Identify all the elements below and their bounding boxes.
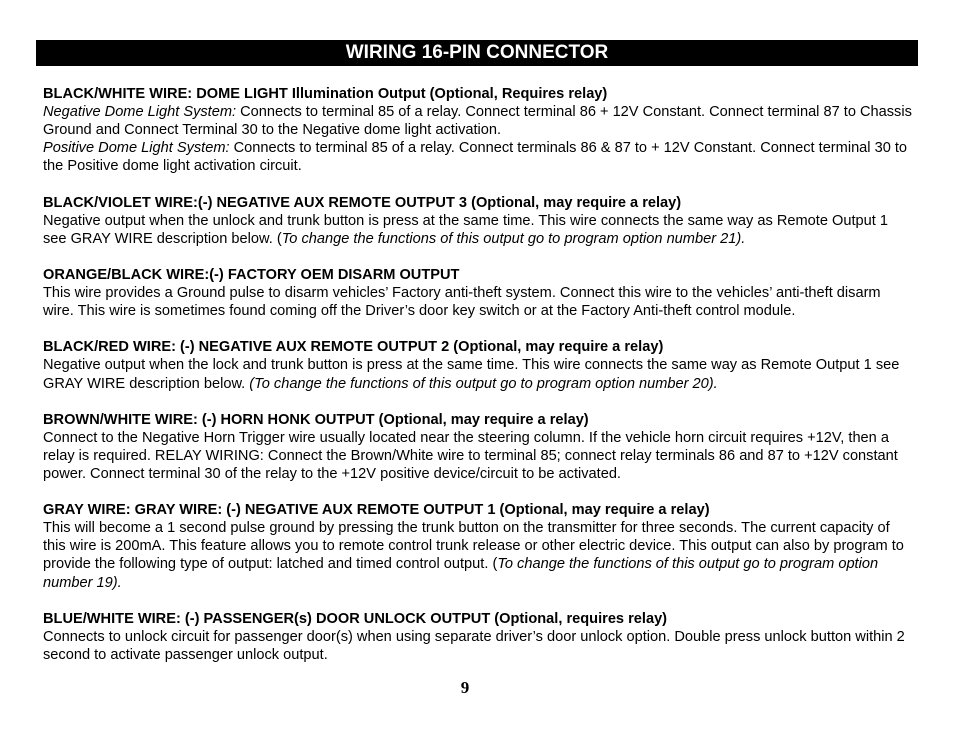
section-orange-black-wire — [43, 266, 913, 320]
program-note: (To change the functions of this output go to program option number 20). — [249, 375, 718, 392]
body-text: Connects to terminal 85 of a relay. Connect terminals 86 & 87 to + 12V Constant. Connect terminal 30 to the Positive dome light activation circuit. — [43, 140, 908, 175]
body-text: Connect to the Negative Horn Trigger wire usually located near the steering column. If the vehicle horn circuit requires +12V, then a relay is required. RELAY WIRING: Connect the Brown/White wire to terminal 85; connect relay terminals 86 and 87 to +12V constant power. Connect terminal 30 of the relay to the +12V positive device/circuit to be activated. — [43, 429, 898, 482]
section-header — [36, 40, 918, 66]
body-text: Negative output when the unlock and trunk button is press at the same time. This wire connects the same way as Remote Output 1 see GRAY WIRE description below. ( — [43, 212, 888, 247]
body-text: Connects to terminal 85 of a relay. Connect terminal 86 + 12V Constant. Connect terminal 87 to Chassis Ground and Connect Terminal 30 to the Negative dome light activation. — [43, 104, 912, 139]
section-body — [43, 628, 913, 664]
section-title: ORANGE/BLACK WIRE:(-) FACTORY OEM DISARM OUTPUT — [43, 266, 460, 283]
inline-label: Negative Dome Light System: — [43, 104, 237, 121]
body-text: This will become a 1 second pulse ground by pressing the trunk button on the transmitter for three seconds. The current capacity of this wire is 200mA. This feature allows you to remote control trunk release or other electric device. This output can also by program to provide the following type of output: latched and timed control output. ( — [43, 520, 904, 573]
program-note: To change the functions of this output go to program option number 19). — [43, 556, 879, 591]
section-black-red-wire — [43, 338, 913, 392]
section-body — [43, 139, 913, 175]
section-body — [43, 519, 913, 591]
section-brown-white-wire — [43, 411, 913, 483]
section-black-violet-wire — [43, 194, 913, 248]
section-body — [43, 212, 913, 248]
section-body — [43, 103, 913, 139]
section-gray-wire — [43, 501, 913, 591]
section-title: BLACK/WHITE WIRE: DOME LIGHT Illumination Output (Optional, Requires relay) — [43, 86, 608, 102]
inline-label: Positive Dome Light System: — [43, 140, 230, 157]
page-number: 9 — [460, 678, 470, 697]
body-text: Connects to unlock circuit for passenger door(s) when using separate driver’s door unlock option. Double press unlock button within 2 second to activate passenger unlock output. — [43, 628, 905, 663]
section-black-white-wire — [43, 85, 913, 175]
wiring-content — [43, 85, 913, 682]
section-blue-white-wire — [43, 610, 913, 664]
section-body — [43, 356, 913, 392]
section-title: BLACK/VIOLET WIRE:(-) NEGATIVE AUX REMOTE OUTPUT 3 (Optional, may require a relay) — [43, 194, 682, 211]
body-text: Negative output when the lock and trunk button is press at the same time. This wire connects the same way as Remote Output 1 see GRAY WIRE description below. — [43, 357, 900, 392]
body-text: This wire provides a Ground pulse to disarm vehicles’ Factory anti-theft system. Connect this wire to the vehicles’ anti-theft disarm wire. This wire is sometimes found coming off the Driver’s door key switch or at the Factory Anti-theft control module. — [43, 285, 881, 320]
section-title: BLACK/RED WIRE: (-) NEGATIVE AUX REMOTE OUTPUT 2 (Optional, may require a relay) — [43, 339, 664, 356]
page-title: WIRING 16-PIN CONNECTOR — [345, 42, 609, 63]
section-title: GRAY WIRE: GRAY WIRE: (-) NEGATIVE AUX REMOTE OUTPUT 1 (Optional, may require a relay) — [43, 502, 710, 519]
program-note: To change the functions of this output go to program option number 21). — [281, 230, 746, 247]
section-body — [43, 429, 913, 483]
section-title: BLUE/WHITE WIRE: (-) PASSENGER(s) DOOR UNLOCK OUTPUT (Optional, requires relay) — [43, 610, 668, 627]
section-title: BROWN/WHITE WIRE: (-) HORN HONK OUTPUT (Optional, may require a relay) — [43, 411, 589, 428]
section-body — [43, 284, 913, 320]
